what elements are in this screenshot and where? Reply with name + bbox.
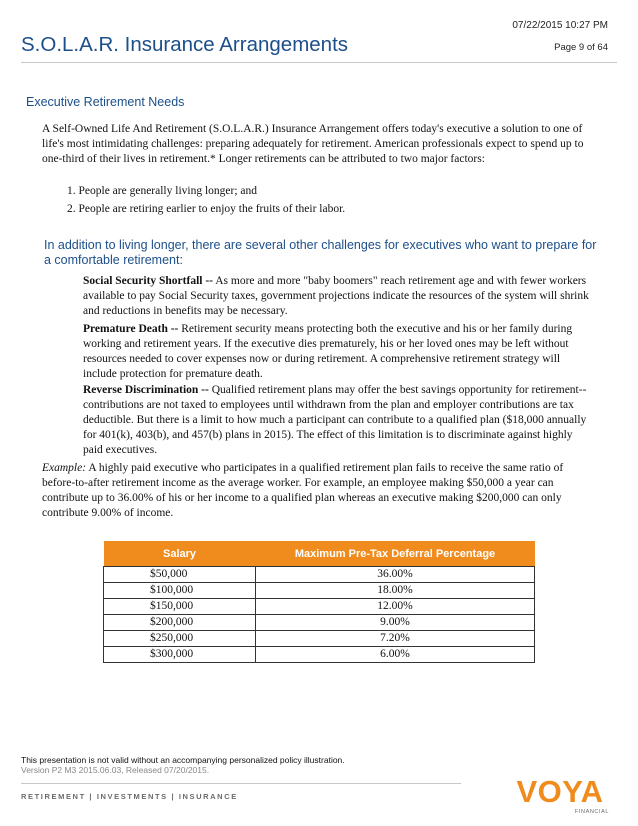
table-header-row [104, 541, 535, 567]
salary-cell: $300,000 [104, 647, 256, 663]
percent-cell: 6.00% [256, 647, 535, 663]
voya-logo [510, 772, 610, 818]
intro-paragraph: A Self-Owned Life And Retirement (S.O.L.A.R.) Insurance Arrangement offers today's executive a solution to one of life's most intimidating challenges: preparing adequately for retirement. American professionals expect to spend up to one-third of their lives in retirement.* Longer retirements can be attributed to two major factors: [42, 123, 584, 165]
salary-cell: $250,000 [104, 631, 256, 647]
table-row [104, 615, 535, 631]
salary-cell: $150,000 [104, 599, 256, 615]
deferral-table [103, 541, 535, 663]
example-paragraph [42, 461, 594, 521]
example-text: A highly paid executive who participates in a qualified retirement plan fails to receive the same ratio of before-to-after retirement income as the average worker. For example, an employee making $50,000 a year can contribute up to 36.00% of his or her income to a qualified plan whereas an executive making $200,000 can only contribute 9.00% of income. [42, 462, 564, 519]
footer-version: Version P2 M3 2015.06.03, Released 07/20/2015. [21, 765, 210, 775]
challenge-title: Social Security Shortfall -- [83, 275, 213, 287]
percent-cell: 9.00% [256, 615, 535, 631]
table-row [104, 647, 535, 663]
percent-cell: 36.00% [256, 567, 535, 583]
challenge-text: Qualified retirement plans may offer the best savings opportunity for retirement-- contributions are not taxed to employees until withdrawn from the plan and employer contributions are tax deductible. But there is a limit to how much a participant can contribute to a qualified plan ($18,000 annually for 401(k), 403(b), and 457(b) plans in 2015). The effect of this limitation is to discriminate against highly paid executives. [83, 384, 587, 456]
salary-cell: $50,000 [104, 567, 256, 583]
challenge-title: Premature Death -- [83, 323, 179, 335]
factor-item-2: 2. People are retiring earlier to enjoy the fruits of their labor. [67, 203, 346, 215]
challenge-text: Retirement security means protecting both the executive and his or her family during working and retirement years. If the executive dies prematurely, his or her loved ones may be left without resources needed to cover expenses now or during retirement. A comprehensive retirement strategy will include protection for premature death. [83, 323, 573, 380]
salary-cell: $100,000 [104, 583, 256, 599]
header-salary: Salary [104, 541, 256, 567]
table-row [104, 567, 535, 583]
example-label: Example: [42, 462, 87, 474]
challenge-reverse-discrimination [83, 383, 593, 458]
footer-divider [21, 783, 461, 784]
footer-disclaimer: This presentation is not valid without an accompanying personalized policy illustration. [21, 755, 345, 765]
table-row [104, 631, 535, 647]
logo-subtitle: FINANCIAL [574, 809, 610, 815]
challenge-social-security [83, 274, 593, 319]
challenges-intro: In addition to living longer, there are several other challenges for executives who want to prepare for a comfortable retirement: [44, 238, 597, 267]
salary-cell: $200,000 [104, 615, 256, 631]
logo-wordmark: VOYA [516, 774, 604, 809]
footer-tagline: RETIREMENT | INVESTMENTS | INSURANCE [21, 792, 238, 801]
header-divider [21, 62, 617, 63]
page-number: Page 9 of 64 [554, 42, 608, 53]
percent-cell: 12.00% [256, 599, 535, 615]
print-datetime: 07/22/2015 10:27 PM [512, 20, 608, 31]
challenge-premature-death [83, 322, 593, 382]
challenge-title: Reverse Discrimination -- [83, 384, 209, 396]
percent-cell: 18.00% [256, 583, 535, 599]
document-title: S.O.L.A.R. Insurance Arrangements [21, 33, 349, 56]
table-row [104, 599, 535, 615]
section-heading: Executive Retirement Needs [26, 95, 185, 109]
header-max-deferral: Maximum Pre-Tax Deferral Percentage [256, 541, 535, 567]
factor-item-1: 1. People are generally living longer; and [67, 185, 258, 197]
table-row [104, 583, 535, 599]
challenge-text: As more and more "baby boomers" reach retirement age and with fewer workers available to pay Social Security taxes, government projections indicate the resources of the system will shrink and reductions in benefits may be necessary. [83, 275, 589, 317]
percent-cell: 7.20% [256, 631, 535, 647]
